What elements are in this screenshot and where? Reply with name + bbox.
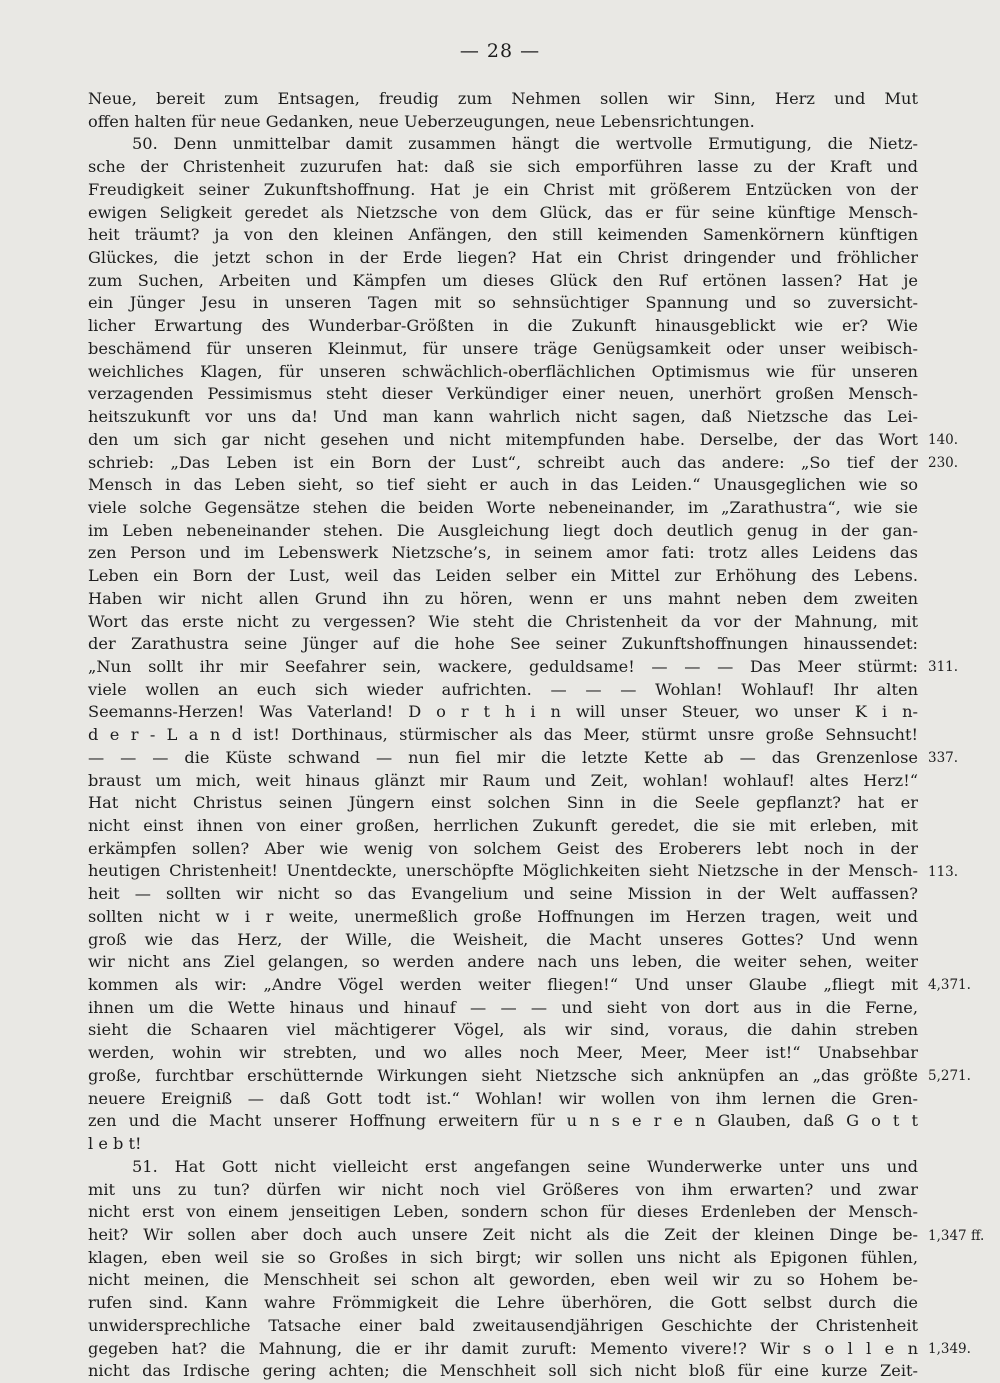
margin-reference: 5,271. [928, 1068, 971, 1085]
text-line: Neue, bereit zum Entsagen, freudig zum Nehmen sollen wir Sinn, Herz und Mut [88, 89, 918, 108]
text-line: zen und die Macht unserer Hoffnung erweitern für u n s e r e n Glauben, daß G o t t [88, 1111, 918, 1131]
body-text [88, 88, 918, 1383]
text-line: klagen, eben weil sie so Großes in sich birgt; wir sollen uns nicht als Epigonen fühlen, [88, 1247, 918, 1267]
text-line: erkämpfen sollen? Aber wie wenig von solchem Geist des Eroberers lebt noch in der [88, 838, 918, 858]
text-line: ewigen Seligkeit geredet als Nietzsche von dem Glück, das er für seine künftige Mensch- [88, 202, 918, 222]
text-line: 51. Hat Gott nicht vielleicht erst angefangen seine Wunderwerke unter uns und [132, 1156, 918, 1176]
text-line: nicht einst ihnen von einer großen, herrlichen Zukunft geredet, die sie mit erleben, mit [88, 816, 918, 835]
text-line: Mensch in das Leben sieht, so tief sieht er auch in das Leiden.“ Unausgeglichen wie so [88, 475, 918, 495]
text-line: unwidersprechliche Tatsache einer bald zweitausendjährigen Geschichte der Christenheit [88, 1315, 918, 1335]
text-line: rufen sind. Kann wahre Frömmigkeit die Lehre überhören, die Gott selbst durch die [88, 1293, 918, 1313]
text-line: — — — die Küste schwand — nun fiel mir die letzte Kette ab — das Grenzenlose [88, 747, 918, 767]
text-line: nicht erst von einem jenseitigen Leben, sondern schon für dieses Erdenleben der Mensch- [88, 1202, 918, 1222]
text-line: heit — sollten wir nicht so das Evangelium und seine Mission in der Welt auffassen? [88, 884, 918, 904]
text-line: 50. Denn unmittelbar damit zusammen hängt die wertvolle Ermutigung, die Nietz- [132, 134, 918, 154]
text-line: zen Person und im Lebenswerk Nietzsche’s, in seinem amor fati: trotz alles Leidens das [88, 543, 918, 563]
text-line: Freudigkeit seiner Zukunftshoffnung. Hat je ein Christ mit größerem Entzücken von der [88, 179, 918, 199]
text-line: große, furchtbar erschütternde Wirkungen sieht Nietzsche sich anknüpfen an „das größte [88, 1065, 918, 1085]
text-line: den um sich gar nicht gesehen und nicht mitempfunden habe. Derselbe, der das Wort [88, 429, 918, 449]
text-line: werden, wohin wir strebten, und wo alles noch Meer, Meer, Meer ist!“ Unabsehbar [88, 1043, 918, 1063]
margin-reference: 337. [928, 750, 959, 767]
text-line: groß wie das Herz, der Wille, die Weisheit, die Macht unseres Gottes? Und wenn [88, 929, 918, 949]
text-line: Seemanns-Herzen! Was Vaterland! D o r t h i n will unser Steuer, wo unser K i n- [88, 702, 918, 722]
text-line: kommen als wir: „Andre Vögel werden weiter fliegen!“ Und unser Glaube „fliegt mit [88, 975, 918, 995]
text-line: nicht meinen, die Menschheit sei schon alt geworden, eben weil wir zu so Hohem be- [88, 1270, 918, 1290]
margin-reference: 1,349. [928, 1341, 971, 1358]
text-line: viele solche Gegensätze stehen die beiden Worte nebeneinander, im „Zarathustra“, wie sie [88, 497, 918, 517]
text-line: beschämend für unseren Kleinmut, für unsere träge Genügsamkeit oder unser weibisch- [88, 338, 918, 358]
text-line: heit träumt? ja von den kleinen Anfängen, den still keimenden Samenkörnern künftigen [88, 225, 918, 245]
text-line: Leben ein Born der Lust, weil das Leiden selber ein Mittel zur Erhöhung des Lebens. [88, 566, 918, 586]
text-line: „Nun sollt ihr mir Seefahrer sein, wackere, geduldsame! — — — Das Meer stürmt: [88, 656, 918, 676]
text-line: braust um mich, weit hinaus glänzt mir Raum und Zeit, wohlan! wohlauf! altes Herz!“ [88, 770, 918, 790]
margin-reference: 113. [928, 863, 959, 880]
text-line: ein Jünger Jesu in unseren Tagen mit so sehnsüchtiger Spannung und so zuversicht- [88, 293, 918, 313]
text-line: im Leben nebeneinander stehen. Die Ausgleichung liegt doch deutlich genug in der gan- [88, 520, 918, 540]
text-line: mit uns zu tun? dürfen wir nicht noch viel Größeres von ihm erwarten? und zwar [88, 1179, 918, 1199]
text-line: Haben wir nicht allen Grund ihn zu hören, wenn er uns mahnt neben dem zweiten [88, 588, 918, 608]
text-line: offen halten für neue Gedanken, neue Ueberzeugungen, neue Lebensrichtungen. [88, 111, 755, 131]
margin-reference: 140. [928, 431, 959, 448]
text-line: licher Erwartung des Wunderbar-Größten in die Zukunft hinausgeblickt wie er? Wie [88, 316, 918, 336]
text-line: Wort das erste nicht zu vergessen? Wie steht die Christenheit da vor der Mahnung, mit [88, 611, 918, 631]
text-line: Glückes, die jetzt schon in der Erde liegen? Hat ein Christ dringender und fröhlicher [88, 248, 918, 268]
text-line: weichliches Klagen, für unseren schwächlich-oberflächlichen Optimismus wie für unseren [88, 361, 918, 381]
text-line: heitszukunft vor uns da! Und man kann wahrlich nicht sagen, daß Nietzsche das Lei- [88, 407, 918, 427]
text-line: wir nicht ans Ziel gelangen, so werden andere nach uns leben, die weiter sehen, weiter [88, 952, 918, 972]
margin-reference: 4,371. [928, 977, 971, 994]
margin-reference: 230. [928, 454, 959, 471]
text-line: zum Suchen, Arbeiten und Kämpfen um dieses Glück den Ruf ertönen lassen? Hat je [88, 270, 918, 290]
text-line: der Zarathustra seine Jünger auf die hohe See seiner Zukunftshoffnungen hinaussendet: [88, 634, 918, 654]
text-line: heutigen Christenheit! Unentdeckte, unerschöpfte Möglichkeiten sieht Nietzsche in der Mensch- [88, 861, 918, 881]
text-line: heit? Wir sollen aber doch auch unsere Zeit nicht als die Zeit der kleinen Dinge be- [88, 1224, 918, 1244]
text-line: Hat nicht Christus seinen Jüngern einst solchen Sinn in die Seele gepflanzt? hat er [88, 793, 918, 813]
text-line: viele wollen an euch sich wieder aufrichten. — — — Wohlan! Wohlauf! Ihr alten [88, 679, 918, 699]
margin-reference: 311. [928, 659, 959, 676]
margin-reference: 1,347 ff. [928, 1227, 985, 1244]
page-number: — 28 — [459, 40, 541, 62]
text-line: l e b t! [88, 1134, 142, 1154]
text-line: schrieb: „Das Leben ist ein Born der Lust“, schreibt auch das andere: „So tief der [88, 452, 918, 472]
text-line: sieht die Schaaren viel mächtigerer Vögel, als wir sind, voraus, die dahin streben [88, 1020, 918, 1040]
text-line: ihnen um die Wette hinaus und hinauf — — — und sieht von dort aus in die Ferne, [88, 997, 918, 1017]
text-line: nicht das Irdische gering achten; die Menschheit soll sich nicht bloß für eine kurze Zeit- [88, 1361, 918, 1381]
text-line: d e r - L a n d ist! Dorthinaus, stürmischer als das Meer, stürmt unsre große Sehnsucht! [88, 725, 918, 745]
text-line: neuere Ereigniß — daß Gott todt ist.“ Wohlan! wir wollen von ihm lernen die Gren- [88, 1088, 918, 1108]
text-line: sollten nicht w i r weite, unermeßlich große Hoffnungen im Herzen tragen, weit und [88, 906, 918, 926]
text-line: gegeben hat? die Mahnung, die er ihr damit zuruft: Memento vivere!? Wir s o l l e n [88, 1338, 918, 1358]
text-line: verzagenden Pessimismus steht dieser Verkündiger einer neuen, unerhört großen Mensch- [88, 384, 918, 404]
text-line: sche der Christenheit zuzurufen hat: daß sie sich emporführen lasse zu der Kraft und [88, 157, 918, 177]
